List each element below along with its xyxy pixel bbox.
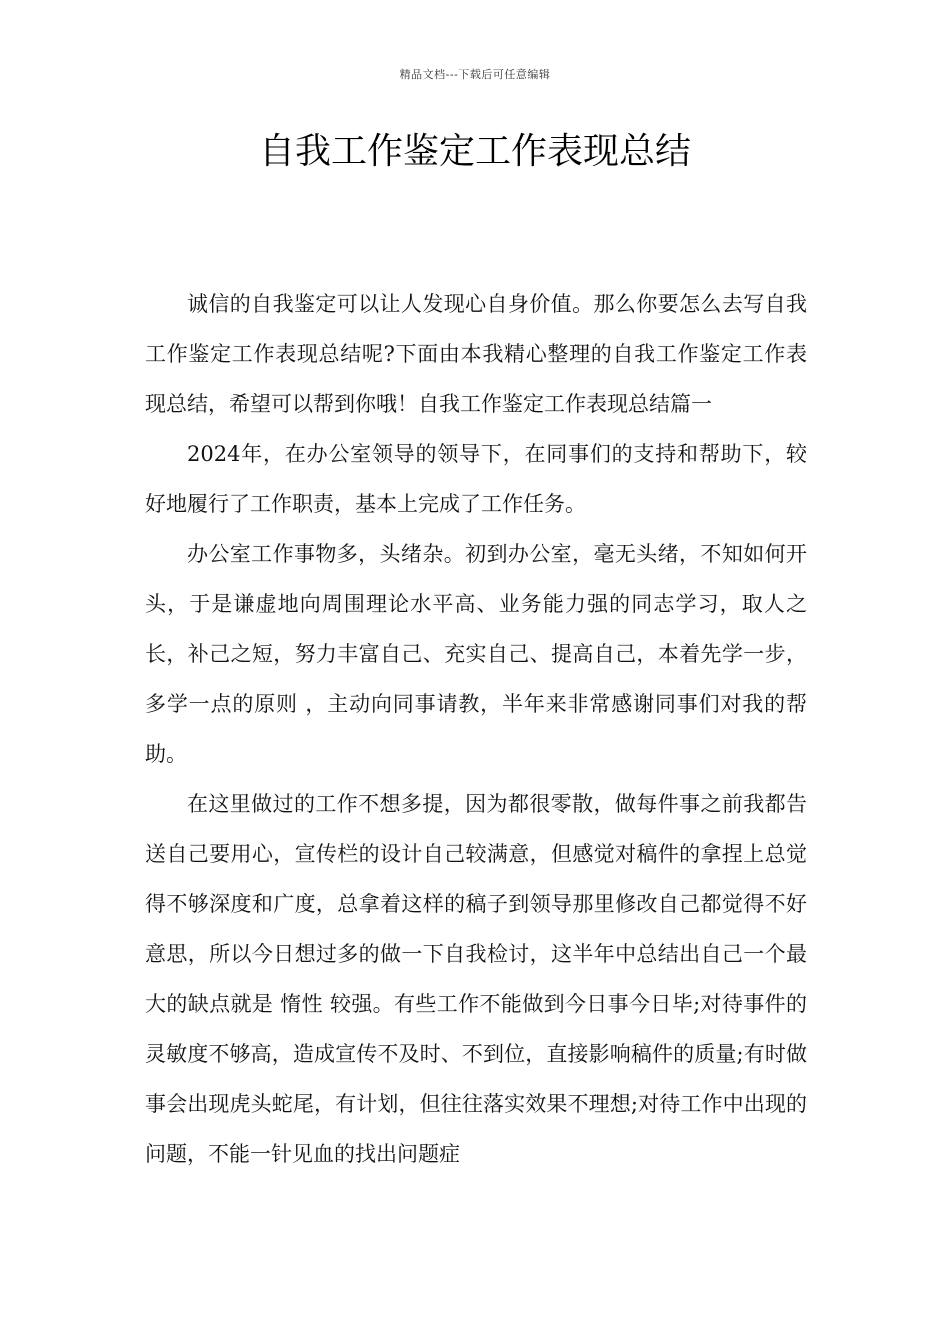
header-note: 精品文档---下载后可任意编辑 [399, 68, 551, 81]
paragraph-2024: 2024年，在办公室领导的领导下，在同事们的支持和帮助下，较好地履行了工作职责，基本上完成了工作任务。 [145, 442, 807, 516]
paragraph-self-review: 在这里做过的工作不想多提，因为都很零散，做每件事之前我都告送自己要用心，宣传栏的设计自己较满意，但感觉对稿件的拿捏上总觉得不够深度和广度，总拿着这样的稿子到领导那里修改自己都觉得不好意思，所以今日想过多的做一下自我检讨，这半年中总结出自己一个最大的缺点就是 惰性 较强。有些工作不能做到今日事今日毕;对待事件的灵敏度不够高，造成宣传不及时、不到位，直接影响稿件的质量;有时做事会出现虎头蛇尾，有计划，但往往落实效果不理想;对待工作中出现的问题，不能一针见血的找出问题症 [145, 792, 807, 1166]
document-body [145, 279, 807, 1179]
paragraph-intro: 诚信的自我鉴定可以让人发现心自身价值。那么你要怎么去写自我工作鉴定工作表现总结呢?下面由本我精心整理的自我工作鉴定工作表现总结，希望可以帮到你哦！自我工作鉴定工作表现总结篇一 [145, 292, 807, 416]
document-title: 自我工作鉴定工作表现总结 [258, 131, 691, 172]
paragraph-office-work: 办公室工作事物多，头绪杂。初到办公室，毫无头绪，不知如何开头，于是谦虚地向周围理论水平高、业务能力强的同志学习，取人之长，补己之短，努力丰富自己、充实自己、提高自己，本着先学一步，多学一点的原则 ，主动向同事请教，半年来非常感谢同事们对我的帮助。 [145, 542, 807, 766]
